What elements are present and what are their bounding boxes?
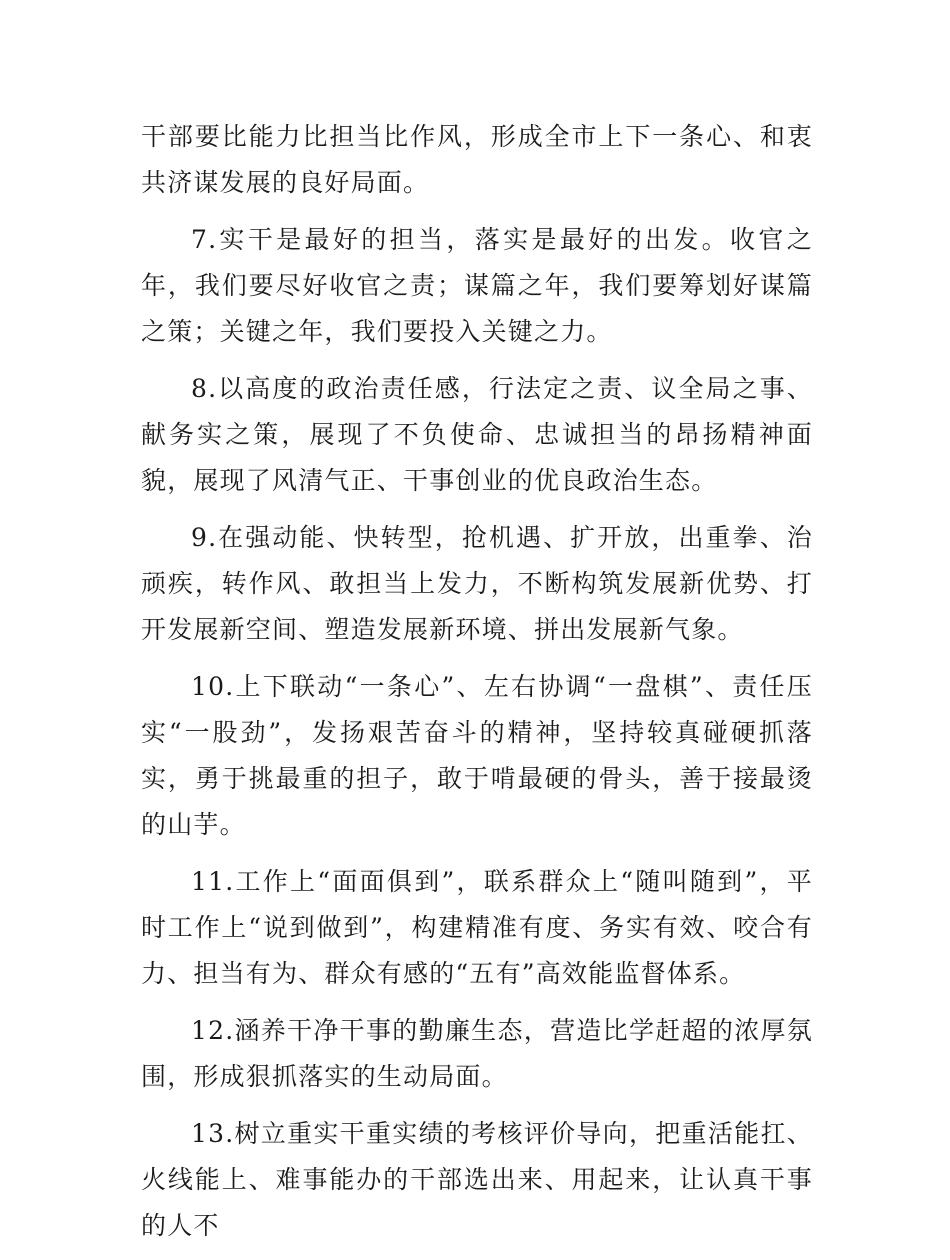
paragraph-item-7: 7.实干是最好的担当，落实是最好的出发。收官之年，我们要尽好收官之责；谋篇之年，我们要筹划好谋篇之策；关键之年，我们要投入关键之力。: [141, 225, 813, 346]
paragraph-continuation: 干部要比能力比担当比作风，形成全市上下一条心、和衷共济谋发展的良好局面。: [141, 122, 813, 197]
paragraph-item-11: 11.工作上“面面俱到”，联系群众上“随叫随到”，平时工作上“说到做到”，构建精准有度、务实有效、咬合有力、担当有为、群众有感的“五有”高效能监督体系。: [141, 867, 813, 988]
paragraph-item-8: 8.以高度的政治责任感，行法定之责、议全局之事、献务实之策，展现了不负使命、忠诚担当的昂扬精神面貌，展现了风清气正、干事创业的优良政治生态。: [141, 374, 813, 495]
paragraph-item-13: 13.树立重实干重实绩的考核评价导向，把重活能扛、火线能上、难事能办的干部选出来、用起来，让认真干事的人不: [141, 1119, 813, 1240]
paragraph-item-12: 12.涵养干净干事的勤廉生态，营造比学赶超的浓厚氛围，形成狠抓落实的生动局面。: [141, 1016, 813, 1091]
paragraph-item-10: 10.上下联动“一条心”、左右协调“一盘棋”、责任压实“一股劲”，发扬艰苦奋斗的精神，坚持较真碰硬抓落实，勇于挑最重的担子，敢于啃最硬的骨头，善于接最烫的山芋。: [141, 672, 813, 839]
paragraph-item-9: 9.在强动能、快转型，抢机遇、扩开放，出重拳、治顽疾，转作风、敢担当上发力，不断构筑发展新优势、打开发展新空间、塑造发展新环境、拼出发展新气象。: [141, 523, 813, 644]
document-body: [141, 114, 813, 1260]
